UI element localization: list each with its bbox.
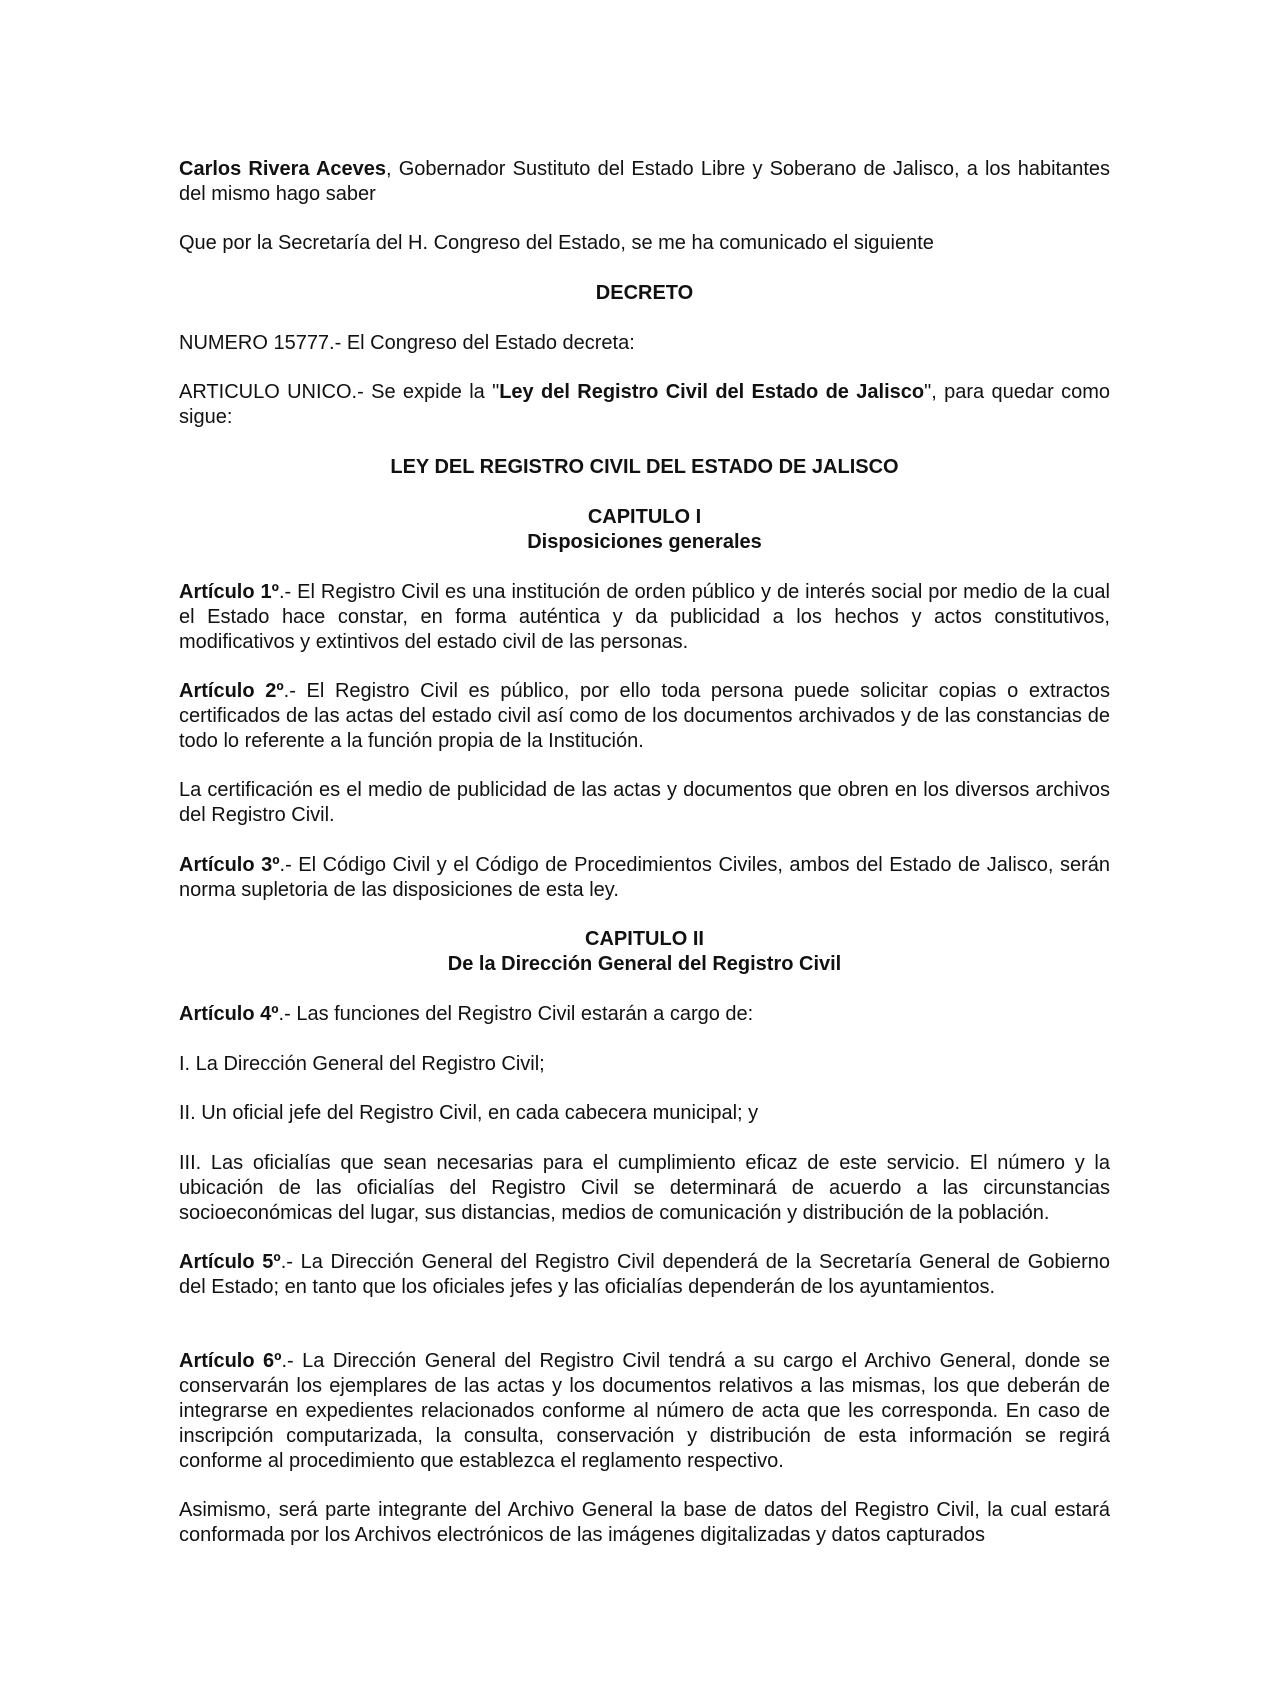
article-4-text: .- Las funciones del Registro Civil estarán a cargo de: xyxy=(278,1003,754,1025)
article-2 xyxy=(179,679,1110,754)
article-1 xyxy=(179,580,1110,655)
article-2-text: .- El Registro Civil es público, por ello toda persona puede solicitar copias o extractos certificados de las actas del estado civil así como de los documentos archivados y de las constancias de todo lo referente a la función propia de la Institución. xyxy=(179,680,1110,752)
article-1-text: .- El Registro Civil es una institución de orden público y de interés social por medio de la cual el Estado hace constar, en forma auténtica y da publicidad a los hechos y actos constitutivos, modificativos y extintivos del estado civil de las personas. xyxy=(179,581,1110,653)
article-3-text: .- El Código Civil y el Código de Procedimientos Civiles, ambos del Estado de Jalisco, serán norma supletoria de las disposiciones de esta ley. xyxy=(179,854,1110,901)
sole-article-lead: ARTICULO UNICO.- Se expide la " xyxy=(179,381,500,403)
article-5 xyxy=(179,1250,1110,1300)
article-5-label: Artículo 5º xyxy=(179,1251,281,1273)
article-2-label: Artículo 2º xyxy=(179,680,284,702)
article-6-paragraph-2: Asimismo, será parte integrante del Archivo General la base de datos del Registro Civil, la cual estará conformada por los Archivos electrónicos de las imágenes digitalizadas y datos capturados xyxy=(179,1499,1110,1546)
law-title: LEY DEL REGISTRO CIVIL DEL ESTADO DE JALISCO xyxy=(390,456,899,478)
article-4-item-3: III. Las oficialías que sean necesarias para el cumplimiento eficaz de este servicio. El número y la ubicación de las oficialías del Registro Civil se determinará de acuerdo a las circunstancias socioeconómicas del lugar, sus distancias, medios de comunicación y distribución de la población. xyxy=(179,1152,1110,1224)
chapter-1-number: CAPITULO I xyxy=(587,506,702,528)
communication-paragraph: Que por la Secretaría del H. Congreso del Estado, se me ha comunicado el siguiente xyxy=(179,232,934,254)
article-1-label: Artículo 1º xyxy=(179,581,279,603)
article-3-label: Artículo 3º xyxy=(179,854,280,876)
sole-article-paragraph xyxy=(179,380,1110,430)
governor-name: Carlos Rivera Aceves xyxy=(179,158,387,180)
article-4-item-1: I. La Dirección General del Registro Civil; xyxy=(179,1053,545,1075)
article-6-text: .- La Dirección General del Registro Civil tendrá a su cargo el Archivo General, donde se conservarán los ejemplares de las actas y los documentos relativos a las mismas, los que deberán de integrarse en expedientes relacionados conforme al número de acta que les corresponda. En caso de inscripción computarizada, la consulta, conservación y distribución de esta información se regirá conforme al procedimiento que establezca el reglamento respectivo. xyxy=(179,1350,1111,1472)
article-3 xyxy=(179,853,1110,903)
article-6 xyxy=(179,1349,1110,1474)
decree-number-line: NUMERO 15777.- El Congreso del Estado decreta: xyxy=(179,332,635,354)
intro-paragraph xyxy=(179,157,1110,207)
law-name: Ley del Registro Civil del Estado de Jalisco xyxy=(499,381,925,403)
sole-article-tail: ", para quedar como sigue: xyxy=(179,381,1110,428)
chapter-1-title: Disposiciones generales xyxy=(527,531,762,553)
article-2-paragraph-2: La certificación es el medio de publicidad de las actas y documentos que obren en los diversos archivos del Registro Civil. xyxy=(179,779,1110,826)
intro-text: , Gobernador Sustituto del Estado Libre y Soberano de Jalisco, a los habitantes del mismo hago saber xyxy=(179,158,1110,205)
chapter-2-number: CAPITULO II xyxy=(585,928,704,950)
article-5-text: .- La Dirección General del Registro Civil dependerá de la Secretaría General de Gobierno del Estado; en tanto que los oficiales jefes y las oficialías dependerán de los ayuntamientos. xyxy=(179,1251,1111,1298)
article-4-label: Artículo 4º xyxy=(179,1003,279,1025)
article-6-label: Artículo 6º xyxy=(179,1350,282,1372)
article-4-item-2: II. Un oficial jefe del Registro Civil, en cada cabecera municipal; y xyxy=(179,1102,759,1124)
decree-heading: DECRETO xyxy=(595,282,694,304)
chapter-2-title: De la Dirección General del Registro Civil xyxy=(447,953,842,975)
article-4 xyxy=(179,1002,1110,1027)
